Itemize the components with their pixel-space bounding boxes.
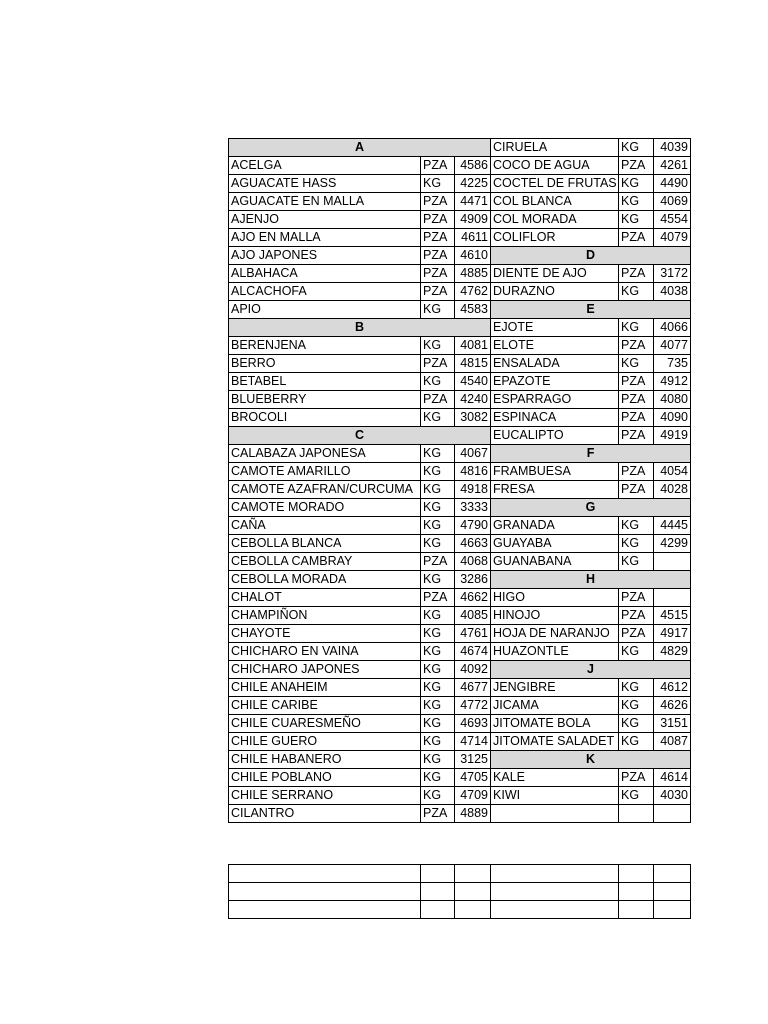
table-row bbox=[229, 697, 691, 715]
item-name-cell[interactable]: AJO EN MALLA bbox=[229, 229, 421, 247]
item-unit-cell[interactable]: PZA bbox=[619, 265, 654, 283]
table-row bbox=[229, 283, 691, 301]
item-code-cell[interactable]: 4085 bbox=[455, 607, 491, 625]
table-row bbox=[229, 175, 691, 193]
table-row bbox=[229, 625, 691, 643]
item-unit-cell[interactable]: PZA bbox=[619, 229, 654, 247]
item-code-cell[interactable]: 4705 bbox=[455, 769, 491, 787]
item-name-cell[interactable]: CHILE ANAHEIM bbox=[229, 679, 421, 697]
blank-cell[interactable] bbox=[421, 883, 455, 901]
item-unit-cell[interactable]: KG bbox=[619, 283, 654, 301]
item-unit-cell[interactable]: KG bbox=[421, 409, 455, 427]
item-code-cell[interactable]: 4829 bbox=[654, 643, 691, 661]
item-unit-cell[interactable]: KG bbox=[421, 175, 455, 193]
item-unit-cell[interactable]: KG bbox=[619, 679, 654, 697]
item-unit-cell[interactable]: KG bbox=[421, 571, 455, 589]
table-row bbox=[229, 463, 691, 481]
item-name-cell[interactable]: CHILE GUERO bbox=[229, 733, 421, 751]
item-name-cell[interactable]: CHILE POBLANO bbox=[229, 769, 421, 787]
item-unit-cell[interactable] bbox=[619, 805, 654, 823]
table-row bbox=[229, 715, 691, 733]
item-code-cell[interactable]: 3151 bbox=[654, 715, 691, 733]
item-name-cell[interactable]: CHILE SERRANO bbox=[229, 787, 421, 805]
item-unit-cell[interactable]: KG bbox=[619, 193, 654, 211]
blank-cell[interactable] bbox=[491, 883, 619, 901]
table-row bbox=[229, 445, 691, 463]
item-name-cell[interactable]: JICAMA bbox=[491, 697, 619, 715]
item-name-cell[interactable]: HUAZONTLE bbox=[491, 643, 619, 661]
item-name-cell[interactable]: DURAZNO bbox=[491, 283, 619, 301]
item-code-cell[interactable]: 4610 bbox=[455, 247, 491, 265]
item-code-cell[interactable]: 4299 bbox=[654, 535, 691, 553]
item-unit-cell[interactable]: KG bbox=[421, 769, 455, 787]
item-code-cell[interactable]: 4092 bbox=[455, 661, 491, 679]
item-code-cell[interactable]: 3286 bbox=[455, 571, 491, 589]
item-unit-cell[interactable]: PZA bbox=[421, 355, 455, 373]
section-header: C bbox=[229, 427, 491, 445]
item-unit-cell[interactable]: PZA bbox=[619, 625, 654, 643]
item-name-cell[interactable]: CHILE CUARESMEÑO bbox=[229, 715, 421, 733]
item-unit-cell[interactable]: KG bbox=[421, 787, 455, 805]
blank-cell[interactable] bbox=[229, 865, 421, 883]
item-unit-cell[interactable]: PZA bbox=[421, 211, 455, 229]
item-name-cell[interactable]: KALE bbox=[491, 769, 619, 787]
table-row bbox=[229, 571, 691, 589]
item-code-cell[interactable]: 3082 bbox=[455, 409, 491, 427]
item-name-cell[interactable]: HINOJO bbox=[491, 607, 619, 625]
item-unit-cell[interactable]: KG bbox=[619, 517, 654, 535]
item-code-cell[interactable]: 4772 bbox=[455, 697, 491, 715]
item-code-cell[interactable]: 4069 bbox=[654, 193, 691, 211]
item-code-cell[interactable]: 4889 bbox=[455, 805, 491, 823]
blank-cell[interactable] bbox=[455, 883, 491, 901]
item-code-cell[interactable]: 4662 bbox=[455, 589, 491, 607]
item-code-cell[interactable]: 4677 bbox=[455, 679, 491, 697]
blank-cell[interactable] bbox=[229, 901, 421, 919]
item-unit-cell[interactable]: PZA bbox=[421, 553, 455, 571]
item-name-cell[interactable]: AJO JAPONES bbox=[229, 247, 421, 265]
item-name-cell[interactable]: DIENTE DE AJO bbox=[491, 265, 619, 283]
item-code-cell[interactable]: 4885 bbox=[455, 265, 491, 283]
item-code-cell[interactable]: 3333 bbox=[455, 499, 491, 517]
item-unit-cell[interactable]: KG bbox=[421, 607, 455, 625]
item-unit-cell[interactable]: KG bbox=[421, 337, 455, 355]
item-code-cell[interactable]: 4611 bbox=[455, 229, 491, 247]
table-row bbox=[229, 139, 691, 157]
table-row bbox=[229, 679, 691, 697]
table-row bbox=[229, 409, 691, 427]
item-code-cell[interactable]: 4909 bbox=[455, 211, 491, 229]
item-code-cell[interactable]: 4054 bbox=[654, 463, 691, 481]
item-unit-cell[interactable]: KG bbox=[421, 643, 455, 661]
item-code-cell[interactable]: 4030 bbox=[654, 787, 691, 805]
item-name-cell[interactable]: ALBAHACA bbox=[229, 265, 421, 283]
item-name-cell[interactable]: COL BLANCA bbox=[491, 193, 619, 211]
table-row bbox=[229, 157, 691, 175]
item-name-cell[interactable]: FRESA bbox=[491, 481, 619, 499]
item-code-cell[interactable]: 4090 bbox=[654, 409, 691, 427]
item-unit-cell[interactable]: PZA bbox=[619, 463, 654, 481]
blank-cell[interactable] bbox=[421, 865, 455, 883]
item-unit-cell[interactable]: KG bbox=[421, 661, 455, 679]
item-code-cell[interactable]: 4917 bbox=[654, 625, 691, 643]
item-unit-cell[interactable]: KG bbox=[421, 445, 455, 463]
item-code-cell[interactable]: 4912 bbox=[654, 373, 691, 391]
item-name-cell[interactable]: CAÑA bbox=[229, 517, 421, 535]
item-code-cell[interactable]: 4087 bbox=[654, 733, 691, 751]
item-name-cell[interactable]: CAMOTE AZAFRAN/CURCUMA bbox=[229, 481, 421, 499]
produce-table-body bbox=[229, 139, 691, 823]
blank-cell[interactable] bbox=[654, 865, 691, 883]
item-name-cell[interactable]: CEBOLLA BLANCA bbox=[229, 535, 421, 553]
item-name-cell[interactable]: AGUACATE EN MALLA bbox=[229, 193, 421, 211]
blank-cell[interactable] bbox=[491, 865, 619, 883]
item-name-cell[interactable]: ALCACHOFA bbox=[229, 283, 421, 301]
item-code-cell[interactable]: 4674 bbox=[455, 643, 491, 661]
item-name-cell[interactable]: BLUEBERRY bbox=[229, 391, 421, 409]
item-code-cell[interactable]: 4028 bbox=[654, 481, 691, 499]
blank-cell[interactable] bbox=[455, 865, 491, 883]
item-code-cell[interactable]: 4816 bbox=[455, 463, 491, 481]
item-code-cell[interactable]: 735 bbox=[654, 355, 691, 373]
item-unit-cell[interactable]: PZA bbox=[619, 409, 654, 427]
item-code-cell[interactable]: 4067 bbox=[455, 445, 491, 463]
item-name-cell[interactable]: JITOMATE BOLA bbox=[491, 715, 619, 733]
item-unit-cell[interactable]: KG bbox=[421, 715, 455, 733]
item-name-cell[interactable]: GUAYABA bbox=[491, 535, 619, 553]
item-unit-cell[interactable]: KG bbox=[619, 535, 654, 553]
item-unit-cell[interactable]: KG bbox=[421, 733, 455, 751]
item-code-cell[interactable]: 4081 bbox=[455, 337, 491, 355]
item-name-cell[interactable]: AGUACATE HASS bbox=[229, 175, 421, 193]
item-name-cell[interactable]: BERRO bbox=[229, 355, 421, 373]
item-name-cell[interactable]: CHAYOTE bbox=[229, 625, 421, 643]
item-unit-cell[interactable]: KG bbox=[619, 787, 654, 805]
section-header: D bbox=[491, 247, 691, 265]
section-header: F bbox=[491, 445, 691, 463]
blank-row bbox=[229, 901, 691, 919]
item-code-cell[interactable] bbox=[654, 553, 691, 571]
table-row bbox=[229, 769, 691, 787]
item-unit-cell[interactable]: PZA bbox=[619, 607, 654, 625]
item-unit-cell[interactable]: KG bbox=[421, 697, 455, 715]
item-unit-cell[interactable]: PZA bbox=[421, 589, 455, 607]
item-unit-cell[interactable]: KG bbox=[421, 499, 455, 517]
item-name-cell[interactable]: CHICHARO JAPONES bbox=[229, 661, 421, 679]
item-code-cell[interactable]: 4612 bbox=[654, 679, 691, 697]
item-name-cell[interactable]: APIO bbox=[229, 301, 421, 319]
item-unit-cell[interactable]: PZA bbox=[619, 157, 654, 175]
item-name-cell[interactable]: CAMOTE AMARILLO bbox=[229, 463, 421, 481]
table-row bbox=[229, 265, 691, 283]
item-unit-cell[interactable]: KG bbox=[619, 553, 654, 571]
item-code-cell[interactable]: 4815 bbox=[455, 355, 491, 373]
item-code-cell[interactable]: 4240 bbox=[455, 391, 491, 409]
table-row bbox=[229, 517, 691, 535]
blank-cell[interactable] bbox=[491, 901, 619, 919]
section-header: H bbox=[491, 571, 691, 589]
section-header: A bbox=[229, 139, 491, 157]
item-code-cell[interactable]: 4918 bbox=[455, 481, 491, 499]
item-code-cell[interactable]: 4079 bbox=[654, 229, 691, 247]
section-header: B bbox=[229, 319, 491, 337]
item-unit-cell[interactable]: KG bbox=[421, 301, 455, 319]
table-row bbox=[229, 553, 691, 571]
item-code-cell[interactable]: 4693 bbox=[455, 715, 491, 733]
table-row bbox=[229, 733, 691, 751]
blank-cell[interactable] bbox=[654, 883, 691, 901]
table-row bbox=[229, 643, 691, 661]
item-code-cell[interactable]: 4540 bbox=[455, 373, 491, 391]
item-name-cell[interactable]: COCTEL DE FRUTAS bbox=[491, 175, 619, 193]
item-code-cell[interactable]: 4663 bbox=[455, 535, 491, 553]
item-code-cell[interactable]: 4080 bbox=[654, 391, 691, 409]
item-unit-cell[interactable]: PZA bbox=[619, 373, 654, 391]
table-row bbox=[229, 301, 691, 319]
item-unit-cell[interactable]: KG bbox=[619, 643, 654, 661]
table-row bbox=[229, 373, 691, 391]
item-code-cell[interactable]: 4225 bbox=[455, 175, 491, 193]
item-unit-cell[interactable]: PZA bbox=[421, 247, 455, 265]
item-unit-cell[interactable]: KG bbox=[619, 175, 654, 193]
item-name-cell[interactable]: CIRUELA bbox=[491, 139, 619, 157]
item-code-cell[interactable]: 4586 bbox=[455, 157, 491, 175]
item-unit-cell[interactable]: KG bbox=[619, 319, 654, 337]
item-name-cell[interactable]: KIWI bbox=[491, 787, 619, 805]
item-unit-cell[interactable]: KG bbox=[619, 211, 654, 229]
produce-code-sheet bbox=[228, 138, 690, 823]
table-row bbox=[229, 787, 691, 805]
blank-row bbox=[229, 865, 691, 883]
item-code-cell[interactable] bbox=[654, 589, 691, 607]
item-name-cell[interactable]: COLIFLOR bbox=[491, 229, 619, 247]
item-code-cell[interactable]: 4614 bbox=[654, 769, 691, 787]
item-name-cell[interactable]: ESPARRAGO bbox=[491, 391, 619, 409]
item-unit-cell[interactable]: PZA bbox=[619, 589, 654, 607]
section-header: J bbox=[491, 661, 691, 679]
item-name-cell[interactable]: CHICHARO EN VAINA bbox=[229, 643, 421, 661]
table-row bbox=[229, 337, 691, 355]
item-unit-cell[interactable]: PZA bbox=[619, 391, 654, 409]
item-name-cell[interactable]: EJOTE bbox=[491, 319, 619, 337]
item-name-cell[interactable]: ENSALADA bbox=[491, 355, 619, 373]
table-row bbox=[229, 211, 691, 229]
item-name-cell[interactable]: CHILE CARIBE bbox=[229, 697, 421, 715]
item-name-cell[interactable]: HIGO bbox=[491, 589, 619, 607]
blank-cell[interactable] bbox=[619, 901, 654, 919]
item-unit-cell[interactable]: PZA bbox=[421, 193, 455, 211]
item-name-cell[interactable]: BERENJENA bbox=[229, 337, 421, 355]
item-unit-cell[interactable]: KG bbox=[619, 139, 654, 157]
item-name-cell[interactable]: CHALOT bbox=[229, 589, 421, 607]
item-unit-cell[interactable]: PZA bbox=[421, 157, 455, 175]
item-code-cell[interactable]: 4068 bbox=[455, 553, 491, 571]
item-code-cell[interactable]: 4515 bbox=[654, 607, 691, 625]
table-row bbox=[229, 499, 691, 517]
item-code-cell[interactable]: 3125 bbox=[455, 751, 491, 769]
item-unit-cell[interactable]: PZA bbox=[421, 391, 455, 409]
section-header: K bbox=[491, 751, 691, 769]
item-name-cell[interactable]: ACELGA bbox=[229, 157, 421, 175]
table-row bbox=[229, 661, 691, 679]
item-code-cell[interactable]: 4919 bbox=[654, 427, 691, 445]
item-name-cell[interactable]: ESPINACA bbox=[491, 409, 619, 427]
table-row bbox=[229, 535, 691, 553]
table-row bbox=[229, 247, 691, 265]
item-name-cell[interactable] bbox=[491, 805, 619, 823]
table-row bbox=[229, 319, 691, 337]
item-name-cell[interactable]: CAMOTE MORADO bbox=[229, 499, 421, 517]
item-name-cell[interactable]: CEBOLLA CAMBRAY bbox=[229, 553, 421, 571]
table-row bbox=[229, 391, 691, 409]
item-unit-cell[interactable]: KG bbox=[421, 517, 455, 535]
blank-cell[interactable] bbox=[619, 883, 654, 901]
item-unit-cell[interactable]: KG bbox=[421, 751, 455, 769]
item-unit-cell[interactable]: PZA bbox=[619, 481, 654, 499]
blank-cell[interactable] bbox=[619, 865, 654, 883]
item-unit-cell[interactable]: KG bbox=[421, 481, 455, 499]
item-name-cell[interactable]: COL MORADA bbox=[491, 211, 619, 229]
produce-table bbox=[228, 138, 691, 823]
blank-rows-table bbox=[228, 864, 690, 919]
item-code-cell[interactable]: 4490 bbox=[654, 175, 691, 193]
item-unit-cell[interactable]: KG bbox=[619, 355, 654, 373]
blank-cell[interactable] bbox=[455, 901, 491, 919]
item-code-cell[interactable]: 4066 bbox=[654, 319, 691, 337]
table-row bbox=[229, 355, 691, 373]
item-name-cell[interactable]: JITOMATE SALADET bbox=[491, 733, 619, 751]
item-unit-cell[interactable]: KG bbox=[421, 535, 455, 553]
item-code-cell[interactable]: 4077 bbox=[654, 337, 691, 355]
table-row bbox=[229, 751, 691, 769]
item-code-cell[interactable]: 4038 bbox=[654, 283, 691, 301]
item-code-cell[interactable]: 4039 bbox=[654, 139, 691, 157]
item-name-cell[interactable]: COCO DE AGUA bbox=[491, 157, 619, 175]
section-header: G bbox=[491, 499, 691, 517]
blank-cell[interactable] bbox=[421, 901, 455, 919]
item-name-cell[interactable]: ELOTE bbox=[491, 337, 619, 355]
item-name-cell[interactable]: AJENJO bbox=[229, 211, 421, 229]
item-code-cell[interactable]: 4471 bbox=[455, 193, 491, 211]
item-unit-cell[interactable]: KG bbox=[421, 679, 455, 697]
item-code-cell[interactable]: 4554 bbox=[654, 211, 691, 229]
table-row bbox=[229, 607, 691, 625]
item-code-cell[interactable]: 4761 bbox=[455, 625, 491, 643]
item-unit-cell[interactable]: KG bbox=[619, 715, 654, 733]
item-name-cell[interactable]: HOJA DE NARANJO bbox=[491, 625, 619, 643]
item-name-cell[interactable]: GRANADA bbox=[491, 517, 619, 535]
item-code-cell[interactable]: 4790 bbox=[455, 517, 491, 535]
blank-cell[interactable] bbox=[654, 901, 691, 919]
item-unit-cell[interactable]: PZA bbox=[619, 337, 654, 355]
item-unit-cell[interactable]: KG bbox=[421, 463, 455, 481]
section-header: E bbox=[491, 301, 691, 319]
item-code-cell[interactable]: 4261 bbox=[654, 157, 691, 175]
item-code-cell[interactable]: 4445 bbox=[654, 517, 691, 535]
item-name-cell[interactable]: CHILE HABANERO bbox=[229, 751, 421, 769]
blank-cell[interactable] bbox=[229, 883, 421, 901]
item-unit-cell[interactable]: PZA bbox=[619, 427, 654, 445]
item-name-cell[interactable]: EPAZOTE bbox=[491, 373, 619, 391]
item-name-cell[interactable]: CILANTRO bbox=[229, 805, 421, 823]
item-name-cell[interactable]: JENGIBRE bbox=[491, 679, 619, 697]
item-code-cell[interactable] bbox=[654, 805, 691, 823]
item-unit-cell[interactable]: PZA bbox=[421, 805, 455, 823]
blank-row bbox=[229, 883, 691, 901]
item-code-cell[interactable]: 4714 bbox=[455, 733, 491, 751]
item-unit-cell[interactable]: PZA bbox=[421, 283, 455, 301]
item-code-cell[interactable]: 4626 bbox=[654, 697, 691, 715]
item-code-cell[interactable]: 4709 bbox=[455, 787, 491, 805]
item-unit-cell[interactable]: KG bbox=[619, 733, 654, 751]
table-row bbox=[229, 193, 691, 211]
item-unit-cell[interactable]: KG bbox=[619, 697, 654, 715]
item-name-cell[interactable]: CALABAZA JAPONESA bbox=[229, 445, 421, 463]
item-unit-cell[interactable]: KG bbox=[421, 625, 455, 643]
table-row bbox=[229, 589, 691, 607]
table-row bbox=[229, 481, 691, 499]
table-row bbox=[229, 805, 691, 823]
item-name-cell[interactable]: CEBOLLA MORADA bbox=[229, 571, 421, 589]
item-code-cell[interactable]: 4762 bbox=[455, 283, 491, 301]
table-row bbox=[229, 229, 691, 247]
item-name-cell[interactable]: EUCALIPTO bbox=[491, 427, 619, 445]
item-unit-cell[interactable]: PZA bbox=[421, 229, 455, 247]
item-name-cell[interactable]: GUANABANA bbox=[491, 553, 619, 571]
item-name-cell[interactable]: BETABEL bbox=[229, 373, 421, 391]
item-code-cell[interactable]: 3172 bbox=[654, 265, 691, 283]
item-unit-cell[interactable]: KG bbox=[421, 373, 455, 391]
item-code-cell[interactable]: 4583 bbox=[455, 301, 491, 319]
item-unit-cell[interactable]: PZA bbox=[619, 769, 654, 787]
item-name-cell[interactable]: FRAMBUESA bbox=[491, 463, 619, 481]
table-row bbox=[229, 427, 691, 445]
item-name-cell[interactable]: BROCOLI bbox=[229, 409, 421, 427]
item-name-cell[interactable]: CHAMPIÑON bbox=[229, 607, 421, 625]
item-unit-cell[interactable]: PZA bbox=[421, 265, 455, 283]
